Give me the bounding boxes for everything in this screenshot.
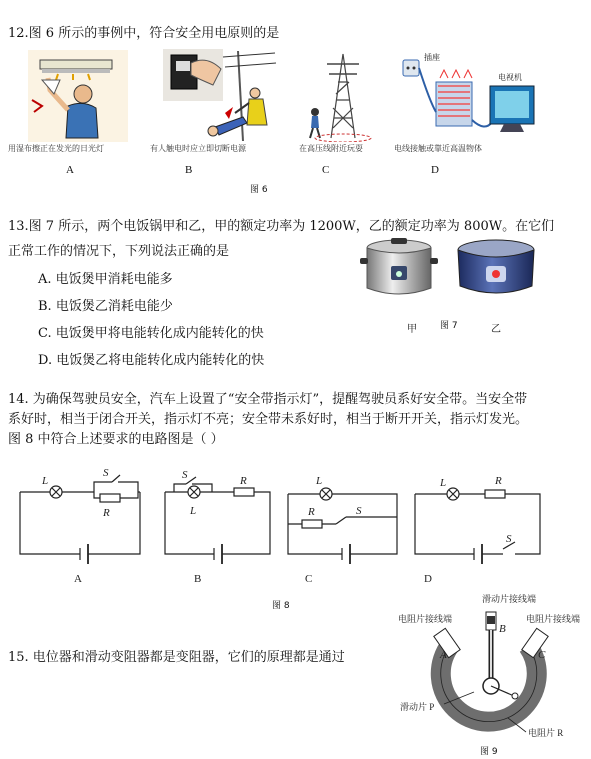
circuit-a-letter: A [74, 573, 82, 585]
q15-stem: 15. 电位器和滑动变阻器都是变阻器，它们的原理都是通过 [8, 650, 345, 665]
d-sym-r: R [495, 475, 502, 487]
b-sym-r: R [240, 475, 247, 487]
q13-option-b: B. 电饭煲乙消耗电能少 [38, 299, 173, 314]
d-sym-l: L [440, 477, 447, 489]
q15-label-slider: 滑动片 P [400, 702, 435, 712]
q15-label-resistor: 电阻片 R [528, 728, 564, 738]
rice-cooker-jia [358, 236, 440, 300]
q12-caption-c: 在高压线附近玩耍 [299, 144, 363, 153]
circuit-a [20, 475, 140, 564]
q12-stem: 12.图 6 所示的事例中，符合安全用电原则的是 [8, 26, 280, 41]
q14-circuits [0, 462, 591, 592]
q13-figure-yi: 乙 [491, 324, 501, 335]
rice-cooker-yi [452, 236, 540, 300]
q15-figure-label: 图 9 [480, 747, 498, 757]
circuit-c [288, 488, 397, 564]
circuit-b-letter: B [194, 573, 202, 585]
q12-caption-a: 用湿布擦正在发光的日光灯 [8, 144, 104, 153]
q15-label-res-terminal-right: 电阻片接线端 [526, 614, 581, 624]
q14-line1: 14. 为确保驾驶员安全，汽车上设置了“安全带指示灯”，提醒驾驶员系好安全带。当安全带 [8, 392, 528, 407]
b-sym-l: L [190, 505, 197, 517]
q14-line3: 图 8 中符合上述要求的电路图是（ ） [8, 432, 224, 447]
q13-option-d: D. 电饭煲乙将电能转化成内能转化的快 [38, 353, 265, 368]
q14-line2: 系好时，相当于闭合开关，指示灯不亮；安全带未系好时，相当于断开开关，指示灯发光。 [8, 412, 529, 427]
c-sym-s: S [356, 505, 362, 517]
c-sym-l: L [316, 475, 323, 487]
circuit-d-letter: D [424, 573, 432, 585]
d-sym-s: S [506, 533, 512, 545]
q13-figure-label: 图 7 [440, 321, 458, 331]
q15-label-b: B [499, 623, 506, 635]
q12-caption-b: 有人触电时应立即切断电源 [150, 144, 246, 153]
q13-option-c: C. 电饭煲甲将电能转化成内能转化的快 [38, 326, 264, 341]
q13-stem-line1: 13.图 7 所示，两个电饭锅甲和乙，甲的额定功率为 1200W，乙的额定功率为 800W。在它们 [8, 219, 555, 234]
q13-stem-line2: 正常工作的情况下，下列说法正确的是 [8, 244, 230, 259]
q12-letter-a: A [66, 164, 74, 176]
c-sym-r: R [308, 506, 315, 518]
circuit-c-letter: C [305, 573, 313, 585]
q12-caption-d: 电线接触或靠近高温物体 [394, 144, 482, 153]
q13-figure-jia: 甲 [407, 324, 417, 335]
q12-image-a [28, 50, 128, 142]
q12-letter-d: D [431, 164, 439, 176]
q14-figure-label: 图 8 [272, 601, 290, 611]
q15-label-c: C [538, 649, 546, 661]
q13-option-a: A. 电饭煲甲消耗电能多 [38, 272, 173, 287]
q15-label-slider-terminal: 滑动片接线端 [482, 594, 537, 604]
q12-image-d [400, 52, 540, 142]
circuit-b [165, 477, 270, 564]
d-tv-label: 电视机 [498, 73, 522, 82]
q12-image-b [163, 49, 278, 141]
d-plug-label: 插座 [424, 53, 440, 62]
q15-label-a: A [440, 649, 447, 661]
a-sym-l: L [42, 475, 49, 487]
q12-letter-c: C [322, 164, 330, 176]
q12-letter-b: B [185, 164, 193, 176]
a-sym-r: R [103, 507, 110, 519]
q12-figure-label: 图 6 [250, 185, 268, 195]
circuit-d [415, 488, 540, 564]
q12-image-c [303, 52, 377, 142]
potentiometer-diagram [396, 592, 588, 757]
a-sym-s: S [103, 467, 109, 479]
q15-label-res-terminal-left: 电阻片接线端 [398, 614, 453, 624]
b-sym-s: S [182, 469, 188, 481]
